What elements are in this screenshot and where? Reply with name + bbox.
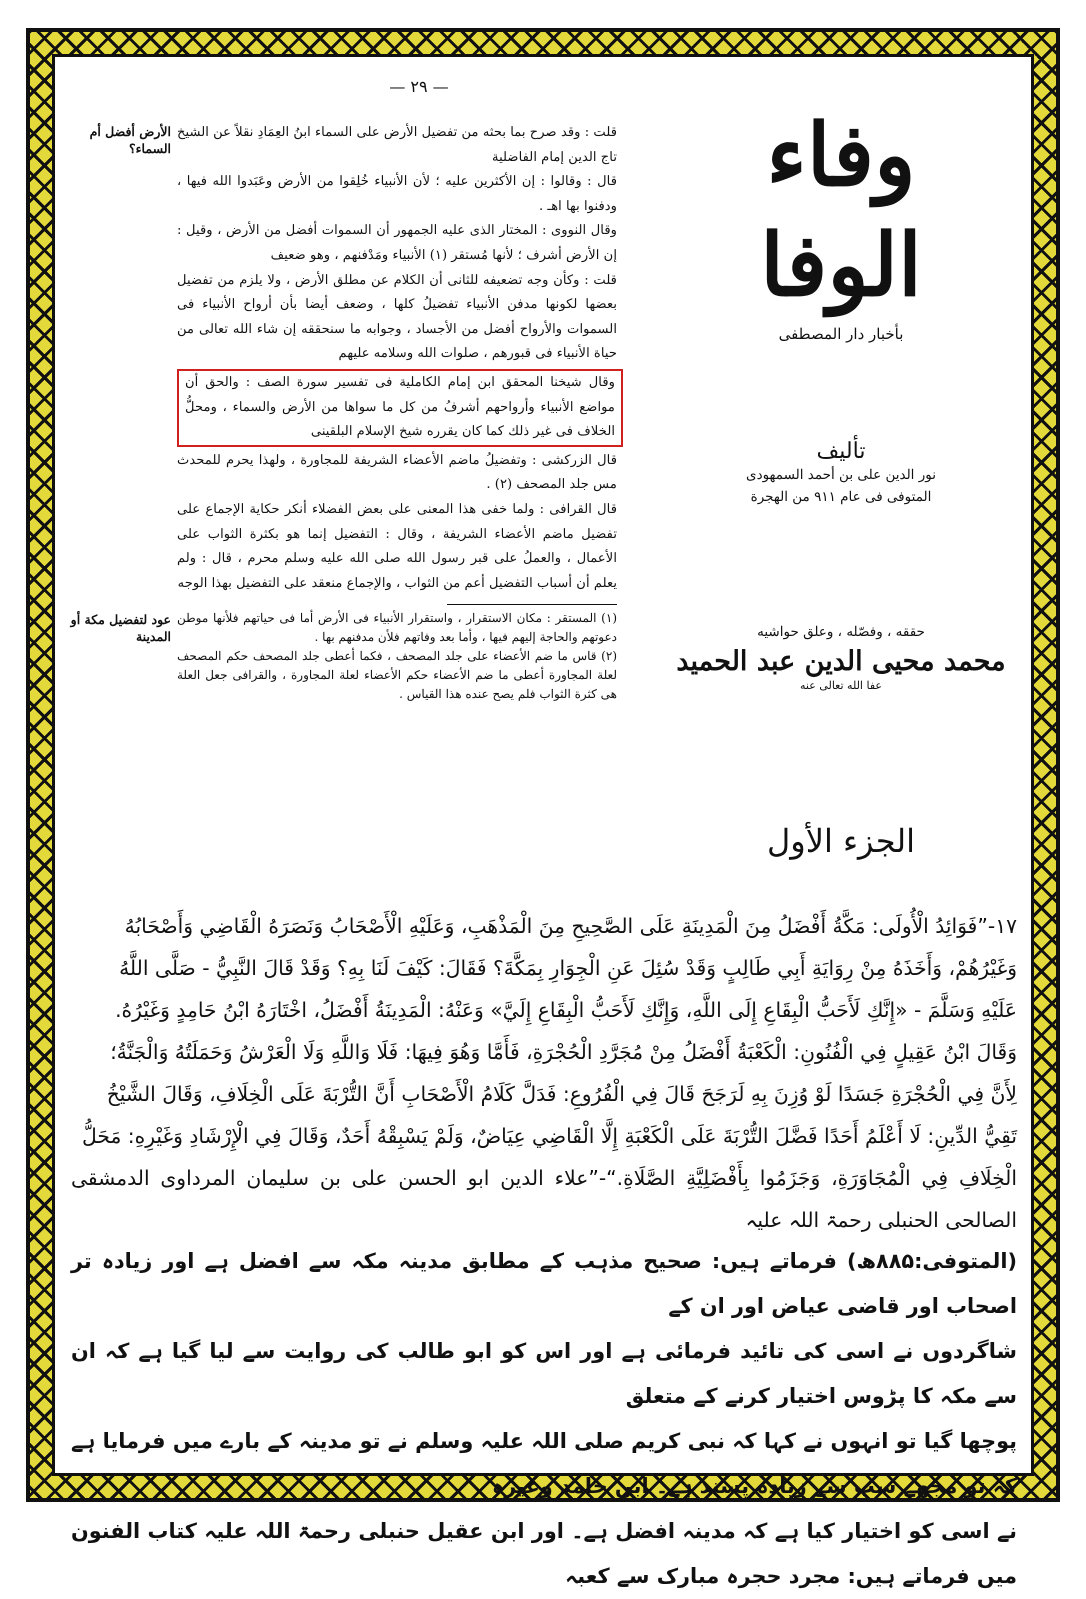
footnote: (١) المستقر : مكان الاستقرار ، واستقرار الأنبياء فى الأرض أما فى حياتهم فلأنها موطن دعوتهم والحاجة إليهم فيها ، وأما بعد وفاتهم فلأن مدفنهم بها . (177, 611, 617, 645)
arabic-line: الْخِلَافِ فِي الْمُجَاوَرَةِ، وَجَزَمُوا بِأَفْضَلِيَّةِ الصَّلَاةِ.“-”علاء الدین ابو الحسن علی بن سلیمان المرداوی الدمشقی الصالحی الحنبلی رحمۃ اللہ علیہ (71, 1166, 1017, 1232)
page (52, 54, 1034, 1588)
urdu-line: پوچھا گیا تو انہوں نے کہا کہ نبی کریم صلی اللہ علیہ وسلم نے تو مدینہ کے بارے میں فرمایا ہے کہ تو مجھے سب سے زیادہ پسند ہے۔ ابن حامد وغیرہ (71, 1429, 1017, 1498)
scan-paragraph: قال الزركشى : وتفضيلُ ماضم الأعضاء الشريفة للمجاورة ، ولهذا يحرم للمحدث مس جلد المصحف (٢) . (177, 452, 617, 493)
footnote-divider (447, 604, 617, 605)
page-number: — ٢٩ — (389, 77, 449, 96)
scan-main-text (177, 121, 617, 704)
title-block (671, 101, 1011, 860)
arabic-line: ١٧-”فَوَائِدُ الْأُولَى: مَكَّةُ أَفْضَلُ مِنَ الْمَدِينَةِ عَلَى الصَّحِيحِ مِنَ الْمَذْهَبِ، وَعَلَيْهِ الْأَصْحَابُ وَنَصَرَهُ الْقَاضِي وَأَصْحَابُهُ (124, 914, 1017, 938)
footnotes (177, 609, 617, 704)
author-death-date: المتوفى فى عام ٩١١ من الهجرة (750, 489, 932, 505)
urdu-line: (المتوفی:۸۸۵ھ) فرماتے ہیں: صحیح مذہب کے مطابق مدینہ مکہ سے افضل ہے اور زیادہ تر اصحاب اور قاضی عیاض اور ان کے (71, 1249, 1017, 1318)
author-name: نور الدين على بن أحمد السمهودى (746, 467, 936, 483)
urdu-translation (71, 1239, 1017, 1599)
arabic-line: لِأَنَّ فِي الْحُجْرَةِ جَسَدًا لَوْ وُزِنَ بِهِ لَرَجَحَ قَالَ فِي الْفُرُوعِ: فَدَلَّ كَلَامُ الْأَصْحَابِ أَنَّ التُّرْبَةَ عَلَى الْخِلَافِ، وَقَالَ الشَّيْخُ (106, 1082, 1017, 1106)
scan-paragraph: قلت : وكأن وجه تضعيفه للثانى أن الكلام عن مطلق الأرض ، ولا يلزم من تفضيل بعضها لكونها مدفن الأنبياء تفضيلُ كلها ، وضعف أيضا بأن أرواح الأنبياء فى السموات والأرواح أفضل من الأجساد ، وجوابه ما سنحققه إن شاء الله تعالى من حياة الأنبياء فى قبورهم ، صلوات الله وسلامه عليهم (177, 272, 617, 362)
book-title: وفاء الوفا (760, 105, 922, 316)
volume-label: الجزء الأول (766, 822, 915, 860)
arabic-line: وَغَيْرُهُمْ، وَأَخَذَهُ مِنْ رِوَايَةِ أَبِي طَالِبٍ وَقَدْ سُئِلَ عَنِ الْجِوَارِ بِمَكَّةَ؟ فَقَالَ: كَيْفَ لَنَا بِهِ؟ وَقَدْ قَالَ النَّبِيُّ - صَلَّى اللَّهُ (119, 956, 1017, 980)
author-heading: تأليف (816, 439, 866, 464)
scan-paragraph: قال : وقالوا : إن الأكثرين عليه ؛ لأن الأنبياء خُلِقوا من الأرض وعَبَدوا الله فيها ، ودفنوا بها اهـ . (177, 174, 617, 214)
footnote: (٢) قاس ما ضم الأعضاء على جلد المصحف ، فكما أعطى جلد المصحف حكم المصحف لعلة المجاورة أعطى ما ضم الأعضاء حكم الأعضاء لعلة المجاورة ، والقرافى جعل العلة هى كثرة الثواب فلم يصح عنده هذا القياس . (177, 649, 617, 702)
arabic-quote (71, 905, 1017, 1241)
scan-paragraph: قلت : وقد صرح بما بحثه من تفضيل الأرض على السماء ابنُ العِمَادِ نقلاً عن الشيخ تاج الدين إمام الفاضلية (177, 125, 617, 165)
side-note: عود لتفضيل مكة أو المدينة (70, 612, 171, 644)
scanned-book-page (59, 61, 1029, 881)
side-note: الأرض أفضل أم السماء؟ (89, 124, 171, 156)
highlighted-passage (177, 369, 623, 447)
highlighted-text: وقال شيخنا المحقق ابن إمام الكاملية فى تفسير سورة الصف : والحق أن مواضع الأنبياء وأرواحهم أشرفُ من كل ما سواها من الأرض والسماء ، ومحلُّ الخلاف فى غير ذلك كما كان يقرره شيخ الإسلام البلقينى (185, 374, 615, 440)
editor-name: محمد محيى الدين عبد الحميد (676, 646, 1006, 677)
arabic-line: تَقِيُّ الدِّينِ: لَا أَعْلَمُ أَحَدًا فَضَّلَ التُّرْبَةَ عَلَى الْكَعْبَةِ إِلَّا الْقَاضِي عِيَاضٌ، وَلَمْ يَسْبِقْهُ أَحَدٌ، وَقَالَ فِي الْإِرْشَادِ وَغَيْرِهِ: مَحَلُّ (82, 1124, 1017, 1148)
editor-intro: حققه ، وفصّله ، وعلق حواشيه (757, 624, 925, 640)
scan-paragraph: قال القرافى : ولما خفى هذا المعنى على بعض الفضلاء أنكر حكاية الإجماع على تفضيل ماضم الأعضاء الشريفة ، وقال : التفضيل إنما هو بكثرة الثواب على الأعمال ، والعملُ على قبر رسول الله صلى الله عليه وسلم محرم ، قال : ولم يعلم أن أسباب التفضيل أعم من الثواب ، والإجماع منعقد على التفضيل بهذا الوجه (177, 501, 617, 591)
urdu-line: شاگردوں نے اسی کی تائید فرمائی ہے اور اس کو ابو طالب کی روایت سے لیا گیا ہے کہ ان سے مکہ کا پڑوس اختیار کرنے کے متعلق (71, 1339, 1017, 1408)
arabic-line: وَقَالَ ابْنُ عَقِيلٍ فِي الْفُنُونِ: الْكَعْبَةُ أَفْضَلُ مِنْ مُجَرَّدِ الْحُجْرَةِ، فَأَمَّا وَهُوَ فِيهَا: فَلَا وَاللَّهِ وَلَا الْعَرْشُ وَحَمَلَتُهُ وَالْجَنَّةُ؛ (110, 1040, 1017, 1064)
editor-blessing: عفا الله تعالى عنه (800, 679, 882, 692)
scan-paragraph: وقال النووى : المختار الذى عليه الجمهور أن السموات أفضل من الأرض ، وقيل : إن الأرض أشرف ؛ لأنها مُستقر (١) الأنبياء ومَدْفنهم ، وهو ضعيف (177, 223, 617, 263)
book-subtitle: بأخبار دار المصطفى (778, 325, 904, 343)
arabic-line: عَلَيْهِ وَسَلَّمَ - «إِنَّكِ لَأَحَبُّ الْبِقَاعِ إِلَى اللَّهِ، وَإِنَّكِ لَأَحَبُّ الْبِقَاعِ إِلَيَّ» وَعَنْهُ: الْمَدِينَةُ أَفْضَلُ، اخْتَارَهُ ابْنُ حَامِدٍ وَغَيْرُهُ. (115, 998, 1017, 1022)
urdu-line: نے اسی کو اختیار کیا ہے کہ مدینہ افضل ہے۔ اور ابن عقیل حنبلی رحمۃ اللہ علیہ کتاب الفنون میں فرماتے ہیں: مجرد حجرہ مبارک سے کعبہ (71, 1519, 1017, 1588)
